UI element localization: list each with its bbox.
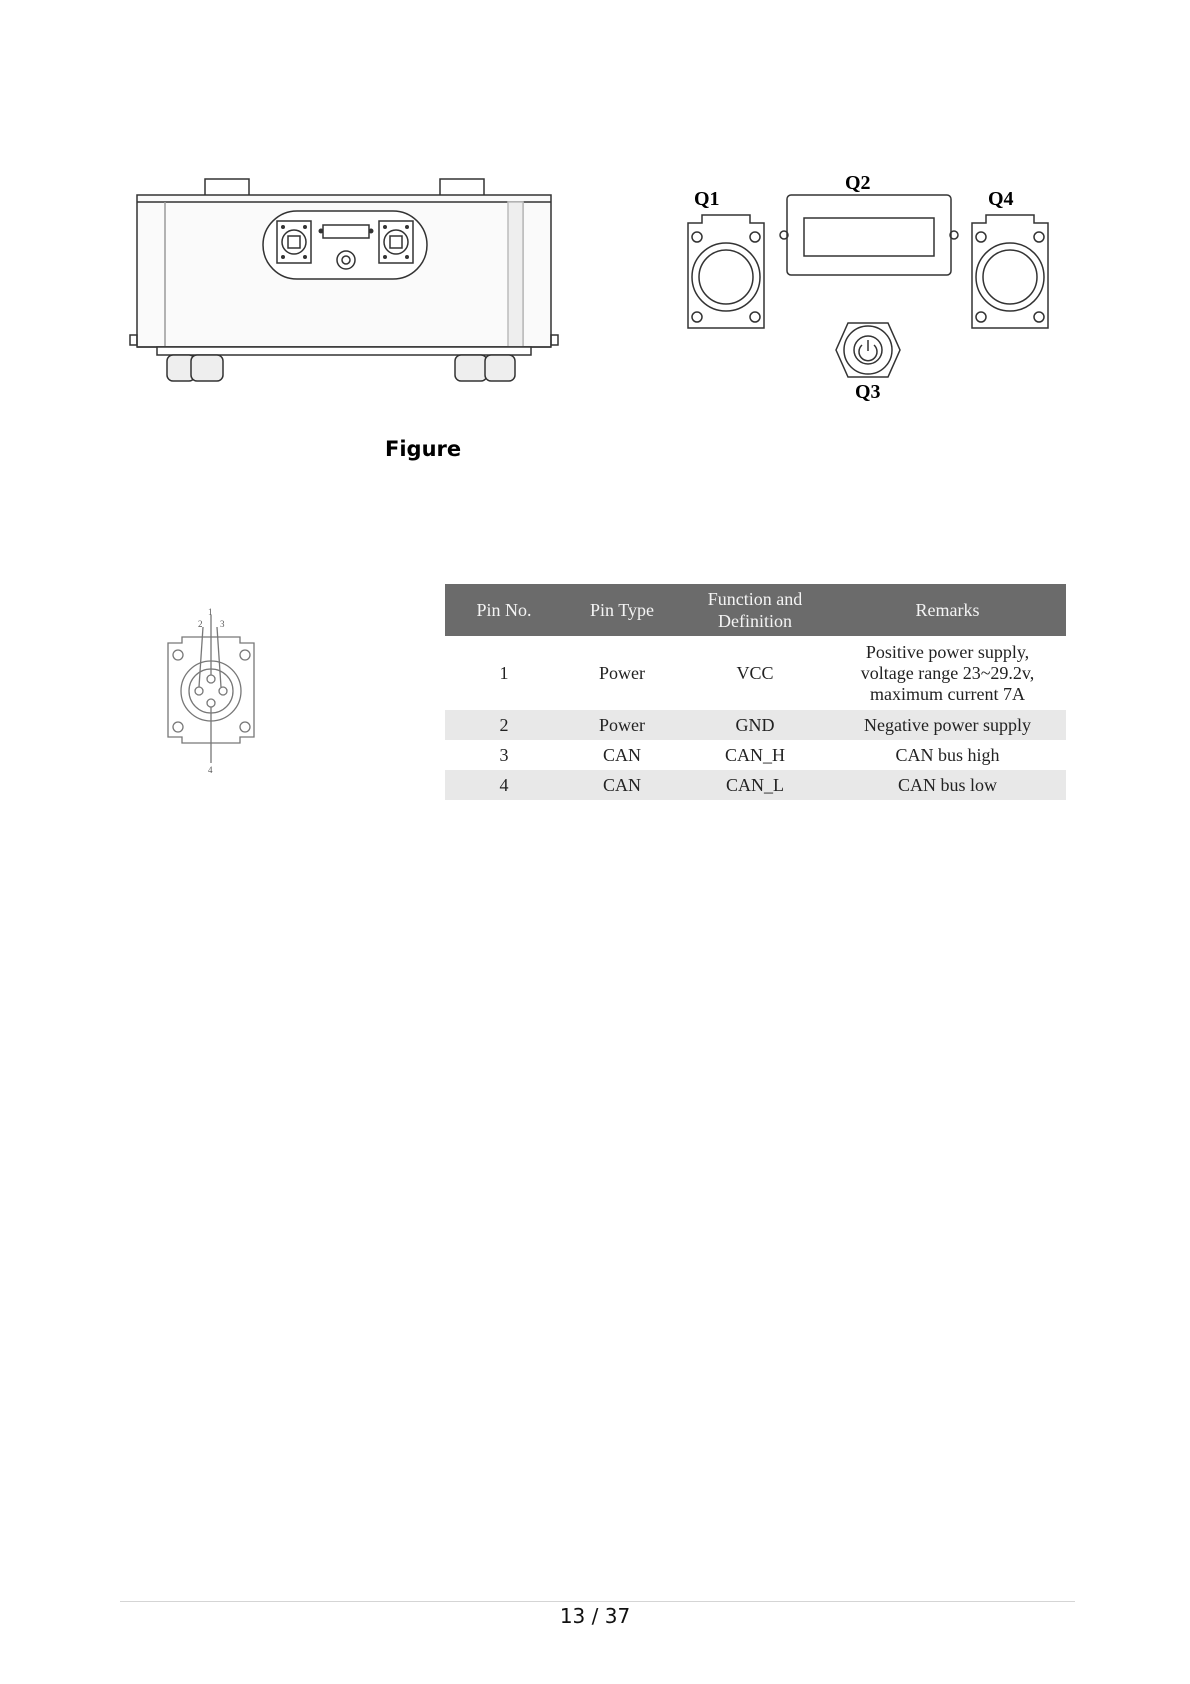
cell-pin-type: Power xyxy=(563,710,681,740)
cell-pin-no: 1 xyxy=(445,636,563,710)
header-function: Function and Definition xyxy=(681,584,829,636)
cell-function: CAN_L xyxy=(681,770,829,800)
port-label-q3: Q3 xyxy=(855,381,881,403)
pin-definition-table xyxy=(445,584,1066,800)
figure-caption: Figure xyxy=(385,437,462,461)
table-header-row xyxy=(445,584,1066,636)
cell-pin-no: 2 xyxy=(445,710,563,740)
pin-label-4: 4 xyxy=(208,765,213,775)
table-row xyxy=(445,710,1066,740)
cell-remarks: CAN bus low xyxy=(829,770,1066,800)
cell-remarks: CAN bus high xyxy=(829,740,1066,770)
footer-divider xyxy=(120,1601,1075,1602)
port-label-q1: Q1 xyxy=(694,188,720,210)
table-row xyxy=(445,740,1066,770)
connector-pinout-diagram xyxy=(160,605,270,780)
table-row xyxy=(445,636,1066,710)
table-row xyxy=(445,770,1066,800)
cell-pin-type: CAN xyxy=(563,740,681,770)
port-label-q4: Q4 xyxy=(988,188,1014,210)
cell-pin-no: 4 xyxy=(445,770,563,800)
header-pin-type: Pin Type xyxy=(563,584,681,636)
header-pin-no: Pin No. xyxy=(445,584,563,636)
cell-function: VCC xyxy=(681,636,829,710)
page-number: 13 / 37 xyxy=(559,1604,631,1628)
pin-label-3: 3 xyxy=(220,619,225,629)
cell-pin-type: CAN xyxy=(563,770,681,800)
device-front-view-drawing xyxy=(125,175,565,385)
port-detail-drawing xyxy=(680,165,1070,410)
cell-function: CAN_H xyxy=(681,740,829,770)
header-remarks: Remarks xyxy=(829,584,1066,636)
cell-pin-type: Power xyxy=(563,636,681,710)
pin-label-2: 2 xyxy=(198,619,203,629)
cell-remarks: Negative power supply xyxy=(829,710,1066,740)
pin-label-1: 1 xyxy=(208,607,213,617)
cell-remarks: Positive power supply, voltage range 23~29.2v, maximum current 7A xyxy=(829,636,1066,710)
cell-pin-no: 3 xyxy=(445,740,563,770)
port-label-q2: Q2 xyxy=(845,172,871,194)
cell-function: GND xyxy=(681,710,829,740)
